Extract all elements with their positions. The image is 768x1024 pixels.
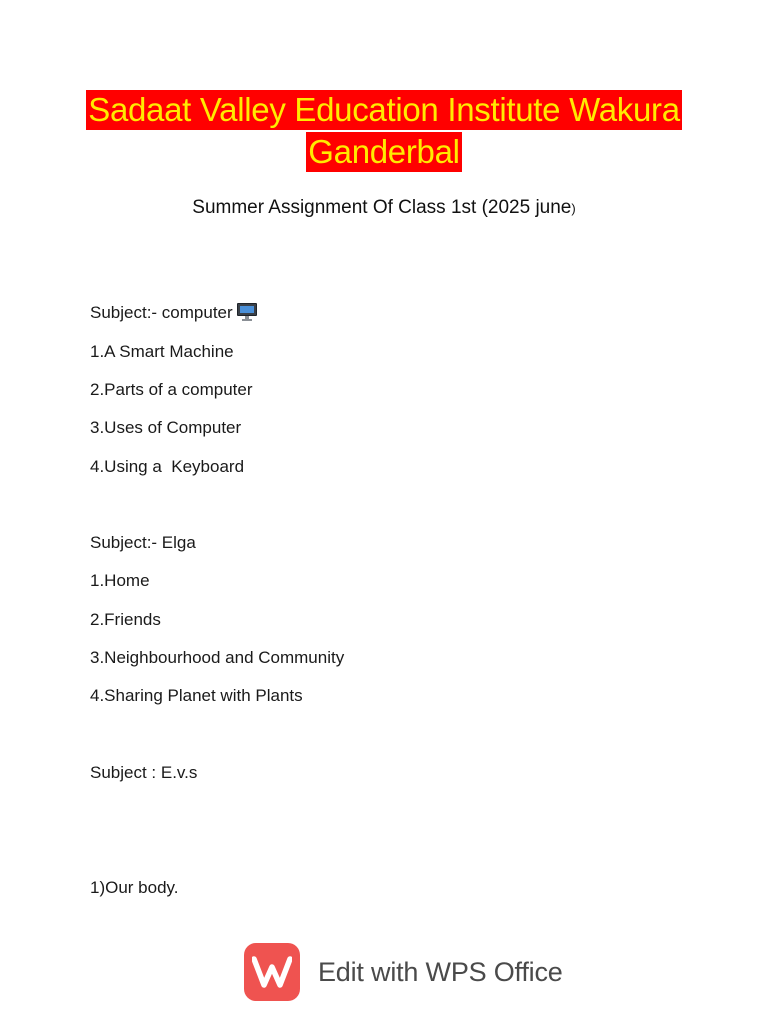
document-title xyxy=(0,90,768,174)
title-line-1: Sadaat Valley Education Institute Wakura xyxy=(88,91,680,128)
list-item: 2.Friends xyxy=(90,610,161,629)
section-heading-text: Subject:- computer xyxy=(90,303,233,322)
list-item: 3.Uses of Computer xyxy=(90,418,242,437)
wps-office-logo-icon xyxy=(244,943,300,1001)
subtitle-closing-paren: ) xyxy=(571,201,576,216)
desktop-computer-icon xyxy=(237,303,257,321)
list-item: 3.Neighbourhood and Community xyxy=(90,648,345,667)
list-item: 1.A Smart Machine xyxy=(90,342,234,361)
list-item: 4.Sharing Planet with Plants xyxy=(90,686,303,705)
list-item: 4.Using a Keyboard xyxy=(90,457,245,476)
section-heading-evs: Subject : E.v.s xyxy=(90,763,198,782)
list-item: 2.Parts of a computer xyxy=(90,380,253,399)
list-item: 1)Our body. xyxy=(90,878,179,897)
section-heading-elga: Subject:- Elga xyxy=(90,533,196,552)
section-heading-computer xyxy=(90,302,257,324)
title-line-2: Ganderbal xyxy=(308,133,460,170)
list-item: 1.Home xyxy=(90,571,150,590)
wps-label: Edit with WPS Office xyxy=(318,956,563,987)
subtitle-text: Summer Assignment Of Class 1st (2025 june xyxy=(192,197,572,218)
edit-with-wps-button[interactable] xyxy=(244,943,563,1001)
document-subtitle xyxy=(0,196,768,221)
